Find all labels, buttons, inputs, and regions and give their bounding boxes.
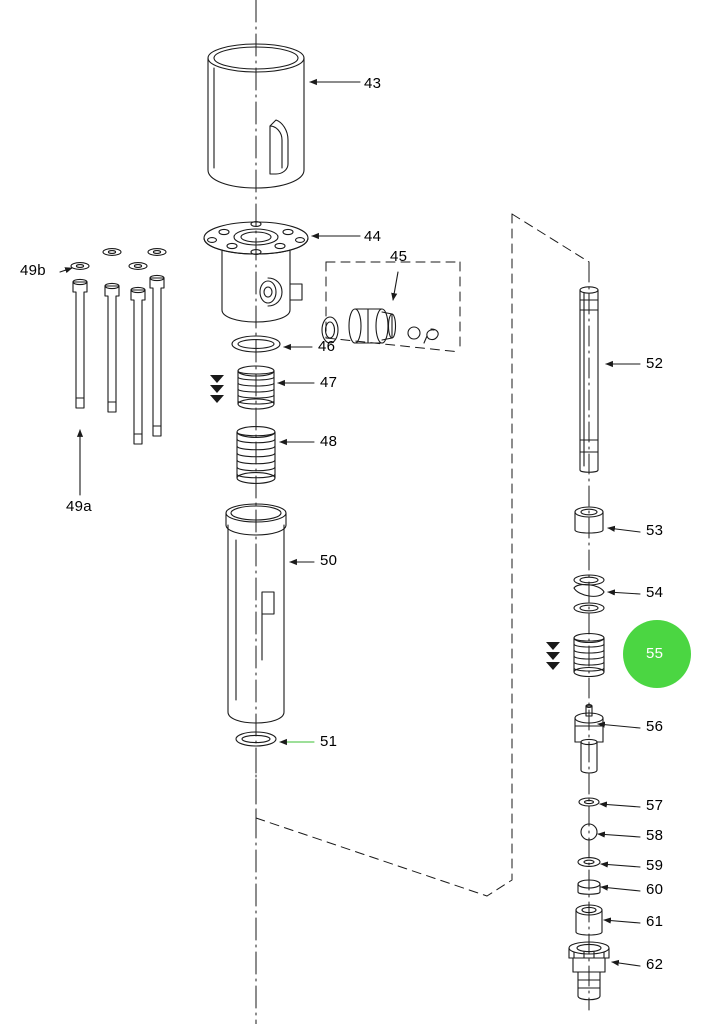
callout-label-45: 45 xyxy=(390,248,408,265)
part-47-direction-marker xyxy=(210,375,224,403)
callout-label-57: 57 xyxy=(646,797,664,814)
dashed-region xyxy=(256,214,589,896)
callout-label-49b: 49b xyxy=(20,262,46,279)
callout-label-55: 55 xyxy=(646,645,664,662)
callout-label-53: 53 xyxy=(646,522,664,539)
callout-label-48: 48 xyxy=(320,433,338,450)
callout-label-61: 61 xyxy=(646,913,664,930)
callout-label-52: 52 xyxy=(646,355,664,372)
callout-label-54: 54 xyxy=(646,584,664,601)
callout-label-58: 58 xyxy=(646,827,664,844)
part-49a-bolts xyxy=(73,275,164,444)
callout-label-50: 50 xyxy=(320,552,338,569)
callout-label-44: 44 xyxy=(364,228,382,245)
callout-label-47: 47 xyxy=(320,374,338,391)
part-55-direction-marker xyxy=(546,642,560,670)
part-49b-washers xyxy=(71,249,166,270)
callout-label-56: 56 xyxy=(646,718,664,735)
callout-label-59: 59 xyxy=(646,857,664,874)
callout-label-46: 46 xyxy=(318,338,336,355)
callout-label-60: 60 xyxy=(646,881,664,898)
callout-label-62: 62 xyxy=(646,956,664,973)
callout-label-43: 43 xyxy=(364,75,382,92)
callout-label-49a: 49a xyxy=(66,498,92,515)
part-45-cartridge xyxy=(322,309,438,343)
leader-lines xyxy=(60,82,640,966)
callout-label-51: 51 xyxy=(320,733,338,750)
part-52-rod xyxy=(580,287,598,472)
